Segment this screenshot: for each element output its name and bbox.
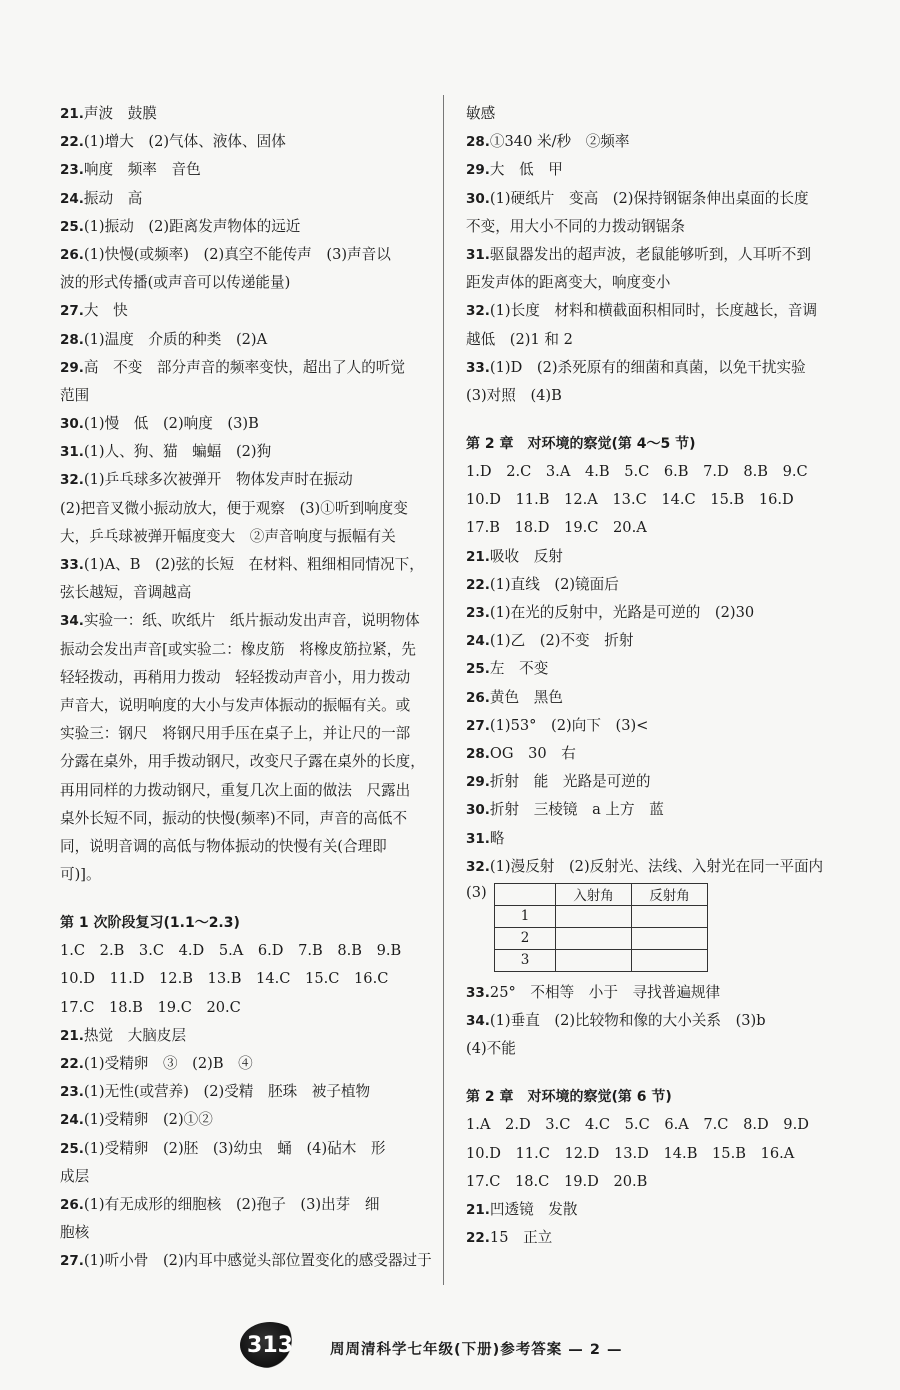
- answer-line: [466, 853, 830, 881]
- table-cell: [556, 949, 632, 971]
- answer-line: [60, 354, 422, 382]
- question-number: 21.: [466, 548, 490, 565]
- answer-line: [466, 825, 830, 853]
- answers-list-1: [60, 100, 425, 889]
- answer-text: 折射 三棱镜 a 上方 蓝: [489, 801, 664, 819]
- answer-line: [60, 297, 422, 325]
- table-header-cell: [495, 883, 556, 905]
- answer-text: (1)乒乓球多次被弹开 物体发声时在振动: [83, 471, 353, 489]
- right-column: [466, 100, 830, 1252]
- column-divider: [443, 95, 444, 1285]
- answer-text: 声音大，说明响度的大小与发声体振动的振幅有关。或: [60, 696, 411, 714]
- answer-text: 17.C 18.C 19.D 20.B: [466, 1172, 648, 1190]
- answer-line: [60, 664, 422, 692]
- question-number: 27.: [466, 717, 490, 734]
- answer-line: [60, 1219, 422, 1247]
- question-number: 24.: [60, 190, 84, 207]
- answer-text: 17.B 18.D 19.C 20.A: [466, 519, 647, 537]
- question-number: 31.: [466, 830, 490, 847]
- table-cell: 1: [495, 905, 556, 927]
- answer-line: [466, 269, 830, 297]
- answer-line: [60, 1106, 422, 1134]
- section-title-review-1: 第 1 次阶段复习(1.1～2.3): [60, 915, 240, 932]
- answer-text: (1)振动 (2)距离发声物体的远近: [83, 217, 301, 235]
- answer-text: 敏感: [466, 105, 496, 122]
- answer-line: [466, 156, 830, 184]
- question-number: 22.: [466, 1230, 490, 1247]
- answer-line: [466, 297, 830, 325]
- section-title-ch2-4-5: 第 2 章 对环境的察觉(第 4～5 节): [466, 436, 696, 453]
- answer-text: 振动 高: [83, 189, 143, 207]
- answer-line: [60, 692, 422, 720]
- question-number: 33.: [60, 557, 84, 573]
- question-number: 22.: [60, 134, 84, 151]
- answers-list-6: [466, 1111, 830, 1252]
- question-number: 28.: [466, 134, 490, 151]
- answer-line: [466, 185, 830, 213]
- answer-text: 黄色 黑色: [489, 688, 563, 706]
- answer-text: 吸收 反射: [489, 547, 563, 565]
- answer-text: 实验一：纸、吹纸片 纸片振动发出声音，说明物体: [83, 612, 420, 630]
- answer-text: 热觉 大脑皮层: [83, 1026, 187, 1044]
- question-number: 30.: [466, 190, 490, 207]
- question-number: 32.: [60, 472, 84, 489]
- answers-list-4: [466, 458, 830, 881]
- table-cell: 2: [495, 927, 556, 949]
- answer-line: [60, 269, 422, 297]
- answer-line: [466, 128, 830, 156]
- answer-line: [60, 326, 422, 354]
- answer-line: [466, 796, 830, 824]
- answer-text: 不变，用大小不同的力拨动钢锯条: [466, 217, 685, 235]
- answer-line: [60, 410, 422, 438]
- answer-text: 轻轻拨动，再稍用力拨动 轻轻拨动声音小，用力拨动: [60, 668, 411, 686]
- question-number: 30.: [60, 416, 84, 433]
- answer-text: (1)受精卵 ③ (2)B ④: [83, 1055, 253, 1072]
- answer-text: 15 正立: [489, 1229, 553, 1247]
- question-number: 32.: [466, 303, 490, 320]
- answer-text: 1.C 2.B 3.C 4.D 5.A 6.D 7.B 8.B 9.B: [60, 942, 402, 960]
- answer-text: 略: [489, 829, 505, 847]
- table-prefix: (3): [466, 883, 487, 901]
- answer-text: (1)在光的反射中，光路是可逆的 (2)30: [489, 604, 755, 621]
- answer-text: 大 低 甲: [489, 161, 563, 179]
- answer-line: [60, 579, 422, 607]
- answer-line: [60, 748, 425, 776]
- answer-text: 桌外长短不同，振动的快慢(频率)不同，声音的高低不: [60, 809, 408, 827]
- answer-line: [60, 213, 422, 241]
- answer-line: [466, 655, 830, 683]
- question-number: 34.: [466, 1013, 490, 1030]
- question-number: 26.: [466, 689, 490, 706]
- answer-text: (4)不能: [466, 1040, 516, 1058]
- answer-text: (1)增大 (2)气体、液体、固体: [83, 133, 286, 151]
- answer-line: [60, 937, 422, 965]
- answer-line: [466, 382, 830, 410]
- answer-text: (2)把音叉微小振动放大，便于观察 (3)①听到响度变: [60, 499, 408, 517]
- answer-text: (1)A、B (2)弦的长短 在材料、粗细相同情况下，: [83, 556, 424, 573]
- answer-line: [466, 1111, 830, 1139]
- table-row: [495, 949, 708, 971]
- table-cell: [632, 905, 708, 927]
- answer-line: [466, 1007, 830, 1035]
- answer-line: [466, 1196, 830, 1224]
- question-number: 25.: [466, 661, 490, 678]
- question-number: 29.: [466, 162, 490, 179]
- answer-text: (1)快慢(或频率) (2)真空不能传声 (3)声音以: [83, 245, 391, 263]
- answer-text: ①340 米/秒 ②频率: [489, 133, 630, 151]
- answer-line: [60, 833, 422, 861]
- question-number: 33.: [466, 984, 490, 1001]
- answer-text: (1)垂直 (2)比较物和像的大小关系 (3)b: [489, 1012, 766, 1030]
- section-title-ch2-6: 第 2 章 对环境的察觉(第 6 节): [466, 1089, 672, 1106]
- answer-line: [60, 495, 422, 523]
- answer-line: [466, 241, 830, 269]
- answer-line: [60, 636, 422, 664]
- answer-text: 1.D 2.C 3.A 4.B 5.C 6.B 7.D 8.B 9.C: [466, 463, 808, 481]
- question-number: 34.: [60, 613, 84, 630]
- question-number: 24.: [466, 633, 490, 650]
- answer-line: [466, 1224, 830, 1252]
- table-cell: [632, 927, 708, 949]
- answer-text: 驱鼠器发出的超声波，老鼠能够听到，人耳听不到: [489, 245, 811, 263]
- answer-line: [60, 438, 422, 466]
- question-number: 21.: [466, 1202, 490, 1218]
- answer-text: 分露在桌外，用手拨动钢尺，改变尺子露在桌外的长度，: [60, 753, 425, 771]
- question-number: 31.: [60, 444, 84, 461]
- publisher-logo: 313: [240, 1322, 300, 1368]
- question-number: 28.: [60, 331, 84, 348]
- answer-text: 可)]。: [60, 866, 101, 884]
- answer-text: (1)人、狗、猫 蝙蝠 (2)狗: [83, 443, 272, 461]
- question-number: 23.: [60, 1084, 84, 1101]
- table-header-cell: 反射角: [632, 883, 708, 905]
- answer-text: (1)长度 材料和横截面积相同时，长度越长，音调: [489, 302, 818, 320]
- answer-line: [60, 777, 422, 805]
- answer-line: [60, 1078, 422, 1106]
- answer-text: 实验三：钢尺 将钢尺用手压在桌子上，并让尺的一部: [60, 725, 411, 743]
- answer-text: (1)D (2)杀死原有的细菌和真菌，以免干扰实验: [489, 358, 806, 376]
- question-number: 26.: [60, 1196, 84, 1213]
- answer-text: (3)对照 (4)B: [466, 386, 562, 404]
- answer-line: [466, 514, 830, 542]
- answer-text: 成层: [60, 1167, 90, 1185]
- question-number: 30.: [466, 802, 490, 819]
- answer-text: 距发声体的距离变大，响度变小: [466, 274, 671, 292]
- answer-text: (1)无性(或营养) (2)受精 胚珠 被子植物: [83, 1083, 371, 1101]
- answer-line: [466, 543, 830, 571]
- question-number: 33.: [466, 359, 490, 376]
- question-number: 26.: [60, 246, 84, 263]
- answer-text: 大 快: [83, 302, 128, 320]
- answer-text: 波的形式传播(或声音可以传递能量): [60, 274, 291, 292]
- answer-line: [466, 1140, 830, 1168]
- answer-text: OG 30 右: [489, 744, 576, 762]
- answer-line: [60, 551, 422, 579]
- table-header-cell: 入射角: [556, 883, 632, 905]
- answer-line: [466, 1035, 830, 1063]
- answer-text: 1.A 2.D 3.C 4.C 5.C 6.A 7.C 8.D 9.D: [466, 1116, 809, 1134]
- answer-line: [60, 1247, 432, 1275]
- answer-line: [466, 486, 830, 514]
- question-number: 24.: [60, 1112, 84, 1129]
- answer-text: (1)受精卵 (2)胚 (3)幼虫 蛹 (4)砧木 形: [83, 1139, 386, 1157]
- table-cell: [556, 905, 632, 927]
- answer-line: [60, 1163, 422, 1191]
- answer-line: [60, 965, 422, 993]
- table-row: [495, 927, 708, 949]
- question-number: 23.: [60, 162, 84, 179]
- answer-line: [60, 523, 422, 551]
- answer-line: [60, 994, 422, 1022]
- question-number: 22.: [466, 576, 490, 593]
- question-number: 27.: [60, 1253, 84, 1270]
- answer-line: [466, 599, 830, 627]
- question-number: 29.: [466, 774, 490, 791]
- question-number: 23.: [466, 605, 490, 621]
- answer-line: [60, 1135, 422, 1163]
- answer-line: [60, 466, 422, 494]
- answer-text: 10.D 11.B 12.A 13.C 14.C 15.B 16.D: [466, 491, 794, 509]
- answer-text: (1)受精卵 (2)①②: [83, 1111, 213, 1129]
- answer-text: (1)硬纸片 变高 (2)保持钢锯条伸出桌面的长度: [489, 189, 809, 207]
- answer-table-block: [466, 883, 830, 979]
- answer-text: 再用同样的力拨动钢尺，重复几次上面的做法 尺露出: [60, 781, 411, 799]
- answer-line: [466, 684, 830, 712]
- question-number: 28.: [466, 745, 490, 762]
- answer-line: [60, 382, 422, 410]
- answer-line: [466, 100, 830, 128]
- answer-text: (1)慢 低 (2)响度 (3)B: [83, 415, 259, 433]
- answer-text: (1)温度 介质的种类 (2)A: [83, 330, 268, 348]
- answer-line: [466, 354, 830, 382]
- answer-line: [60, 861, 422, 889]
- answer-line: [466, 571, 830, 599]
- answer-text: 25° 不相等 小于 寻找普遍规律: [489, 983, 721, 1001]
- table-cell: [556, 927, 632, 949]
- answer-text: 高 不变 部分声音的频率变快，超出了人的听觉: [83, 358, 405, 376]
- answer-line: [60, 185, 422, 213]
- table-cell: 3: [495, 949, 556, 971]
- answer-text: 10.D 11.C 12.D 13.D 14.B 15.B 16.A: [466, 1144, 795, 1162]
- table-row: [495, 905, 708, 927]
- answer-text: 越低 (2)1 和 2: [466, 330, 573, 348]
- answer-line: [60, 128, 422, 156]
- answers-list-5: [466, 979, 830, 1064]
- answer-line: [466, 458, 830, 486]
- answer-line: [60, 1050, 422, 1078]
- question-number: 25.: [60, 218, 84, 235]
- answer-text: 10.D 11.D 12.B 13.B 14.C 15.C 16.C: [60, 970, 389, 988]
- answer-text: (1)直线 (2)镜面后: [489, 575, 619, 593]
- question-number: 27.: [60, 303, 84, 320]
- answer-text: (1)有无成形的细胞核 (2)孢子 (3)出芽 细: [83, 1195, 380, 1213]
- question-number: 21.: [60, 1027, 84, 1044]
- question-number: 21.: [60, 106, 84, 122]
- answers-list-3: [466, 100, 830, 410]
- question-number: 29.: [60, 359, 84, 376]
- question-number: 22.: [60, 1056, 84, 1072]
- answers-list-2: [60, 937, 432, 1275]
- answer-line: [60, 720, 422, 748]
- left-column: [60, 100, 432, 1276]
- answer-line: [60, 241, 422, 269]
- table-cell: [632, 949, 708, 971]
- answer-text: (1)漫反射 (2)反射光、法线、入射光在同一平面内: [489, 857, 824, 875]
- page-footer: 周周清科学七年级(下册)参考答案 — 2 —: [330, 1342, 623, 1358]
- answer-text: 声波 鼓膜: [83, 105, 157, 122]
- answer-line: [60, 1191, 422, 1219]
- answer-text: (1)53° (2)向下 (3)<: [489, 716, 649, 734]
- answer-line: [466, 326, 830, 354]
- answer-text: 胞核: [60, 1224, 90, 1242]
- answer-line: [466, 979, 830, 1007]
- answer-text: (1)乙 (2)不变 折射: [489, 632, 634, 650]
- answer-line: [60, 607, 422, 635]
- answer-line: [466, 627, 830, 655]
- answer-line: [466, 740, 830, 768]
- question-number: 31.: [466, 246, 490, 263]
- answer-line: [466, 768, 830, 796]
- reflection-table: [494, 883, 708, 972]
- answer-line: [466, 1168, 830, 1196]
- answer-text: 大，乒乓球被弹开幅度变大 ②声音响度与振幅有关: [60, 527, 396, 545]
- table-header-row: [495, 883, 708, 905]
- question-number: 32.: [466, 858, 490, 875]
- answer-text: 左 不变: [489, 660, 549, 678]
- answer-text: (1)听小骨 (2)内耳中感觉头部位置变化的感受器过于: [83, 1252, 432, 1270]
- answer-line: [60, 156, 422, 184]
- answer-text: 折射 能 光路是可逆的: [489, 773, 651, 791]
- answer-line: [60, 100, 422, 128]
- answer-line: [60, 805, 422, 833]
- answer-text: 凹透镜 发散: [489, 1201, 578, 1218]
- answer-text: 同，说明音调的高低与物体振动的快慢有关(合理即: [60, 837, 387, 855]
- answer-text: 振动会发出声音[或实验二：橡皮筋 将橡皮筋拉紧，先: [60, 640, 416, 658]
- answer-text: 响度 频率 音色: [83, 161, 201, 179]
- answer-text: 17.C 18.B 19.C 20.C: [60, 998, 241, 1016]
- answer-line: [466, 712, 830, 740]
- answer-text: 范围: [60, 386, 90, 404]
- answer-text: 弦长越短，音调越高: [60, 584, 192, 602]
- answer-line: [466, 213, 830, 241]
- answer-line: [60, 1022, 422, 1050]
- question-number: 25.: [60, 1140, 84, 1157]
